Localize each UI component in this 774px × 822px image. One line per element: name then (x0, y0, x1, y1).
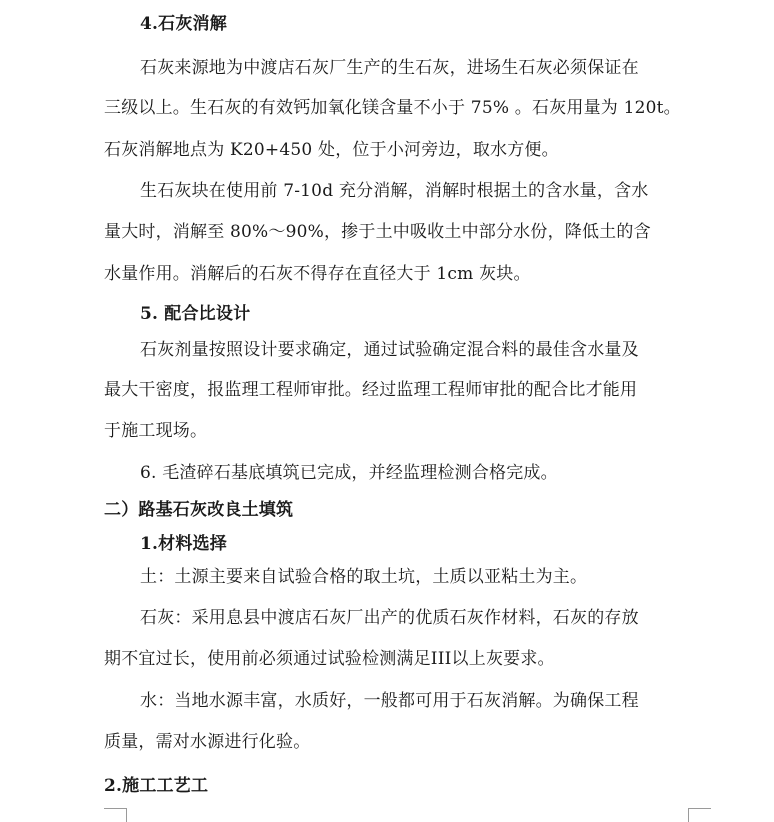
lime-para-line2: 期不宜过长，使用前必须通过试验检测满足III以上灰要求。 (104, 649, 555, 669)
section-4-para2-line3: 水量作用。消解后的石灰不得存在直径大于 1cm 灰块。 (104, 264, 531, 284)
construction-process-heading: 2.施工工艺工 (104, 776, 209, 796)
page-margin-corner-right (688, 808, 711, 822)
water-para-line2: 质量，需对水源进行化验。 (104, 732, 311, 752)
section-4-heading: 4.石灰消解 (140, 14, 227, 34)
section-4-para1-line3: 石灰消解地点为 K20+450 处，位于小河旁边，取水方便。 (104, 140, 559, 160)
part-2-heading: 二）路基石灰改良土填筑 (104, 500, 294, 520)
water-para-line1: 水：当地水源丰富，水质好，一般都可用于石灰消解。为确保工程 (140, 691, 639, 711)
section-4-para1-line1: 石灰来源地为中渡店石灰厂生产的生石灰，进场生石灰必须保证在 (140, 58, 639, 78)
lime-para-line1: 石灰：采用息县中渡店石灰厂出产的优质石灰作材料，石灰的存放 (140, 608, 639, 628)
section-5-para1-line1: 石灰剂量按照设计要求确定，通过试验确定混合料的最佳含水量及 (140, 340, 639, 360)
section-6-text: 6. 毛渣碎石基底填筑已完成，并经监理检测合格完成。 (140, 463, 558, 483)
soil-paragraph: 土：土源主要来自试验合格的取土坑，土质以亚粘土为主。 (140, 567, 588, 587)
section-4-para2-line2: 量大时，消解至 80%～90%，掺于土中吸收土中部分水份，降低土的含 (104, 222, 651, 242)
page-margin-corner-left (104, 808, 127, 822)
section-5-heading: 5. 配合比设计 (140, 304, 251, 324)
section-4-para2-line1: 生石灰块在使用前 7-10d 充分消解，消解时根据土的含水量，含水 (140, 181, 649, 201)
section-4-para1-line2: 三级以上。生石灰的有效钙加氧化镁含量不小于 75% 。石灰用量为 120t。 (104, 98, 681, 118)
section-5-para1-line2: 最大干密度，报监理工程师审批。经过监理工程师审批的配合比才能用 (104, 380, 638, 400)
materials-heading: 1.材料选择 (140, 534, 227, 554)
section-5-para1-line3: 于施工现场。 (104, 421, 208, 441)
